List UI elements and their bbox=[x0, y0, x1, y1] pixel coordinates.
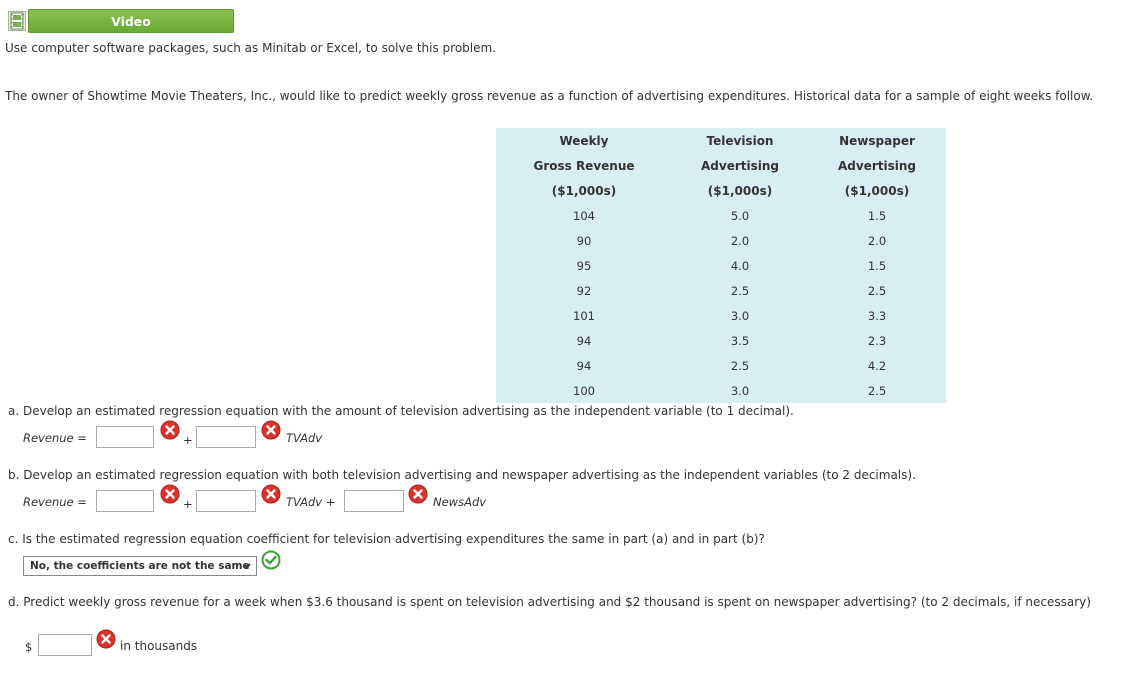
incorrect-icon bbox=[261, 484, 281, 504]
table-cell: 2.5 bbox=[730, 283, 750, 298]
table-cell: 95 bbox=[576, 258, 592, 273]
table-row bbox=[496, 278, 946, 303]
header-cell: Advertising bbox=[701, 158, 779, 173]
table-header-row bbox=[496, 153, 946, 178]
incorrect-icon bbox=[160, 420, 180, 440]
part-a-intercept-input[interactable] bbox=[96, 426, 154, 448]
table-cell: 92 bbox=[576, 283, 592, 298]
currency-symbol: $ bbox=[25, 640, 33, 654]
chevron-down-icon bbox=[242, 561, 252, 571]
table-cell: 2.0 bbox=[867, 233, 887, 248]
unit-label: in thousands bbox=[120, 639, 198, 653]
table-row bbox=[496, 303, 946, 328]
header-cell: Advertising bbox=[838, 158, 916, 173]
incorrect-icon bbox=[96, 629, 116, 649]
tvadv-label: TVAdv bbox=[286, 431, 323, 445]
table-cell: 3.0 bbox=[730, 308, 750, 323]
table-cell: 2.5 bbox=[730, 358, 750, 373]
incorrect-icon bbox=[160, 484, 180, 504]
coefficients-select[interactable] bbox=[23, 556, 257, 576]
table-cell: 94 bbox=[576, 358, 592, 373]
plus-sign: + bbox=[183, 497, 193, 511]
incorrect-icon bbox=[408, 484, 428, 504]
table-cell: 3.5 bbox=[730, 333, 750, 348]
table-header-row bbox=[496, 128, 946, 153]
part-a-revenue-label: Revenue = bbox=[23, 431, 87, 445]
part-d-revenue-input[interactable] bbox=[38, 634, 92, 656]
table-row bbox=[496, 353, 946, 378]
video-button[interactable]: Video bbox=[28, 9, 234, 33]
table-cell: 94 bbox=[576, 333, 592, 348]
part-d-question: d. Predict weekly gross revenue for a week when $3.6 thousand is spent on television advertising and $2 thousand is spent on newspaper advertising? (to 2 decimals, if necessary) bbox=[8, 595, 1091, 609]
table-cell: 4.2 bbox=[867, 358, 887, 373]
correct-icon bbox=[261, 550, 281, 570]
table-cell: 4.0 bbox=[730, 258, 750, 273]
table-cell: 104 bbox=[573, 208, 595, 223]
table-row bbox=[496, 378, 946, 403]
newsadv-label: NewsAdv bbox=[433, 495, 487, 509]
plus-sign: + bbox=[183, 433, 193, 447]
part-a-tvadv-input[interactable] bbox=[196, 426, 256, 448]
software-note: Use computer software packages, such as Minitab or Excel, to solve this problem. bbox=[5, 41, 496, 55]
film-icon bbox=[8, 11, 26, 31]
part-b-newsadv-input[interactable] bbox=[344, 490, 404, 512]
table-cell: 3.0 bbox=[730, 383, 750, 398]
table-cell: 90 bbox=[576, 233, 592, 248]
table-cell: 2.5 bbox=[867, 383, 887, 398]
table-cell: 1.5 bbox=[867, 258, 887, 273]
table-row bbox=[496, 328, 946, 353]
table-cell: 2.3 bbox=[867, 333, 887, 348]
tvadv-label: TVAdv + bbox=[286, 495, 336, 509]
header-cell: ($1,000s) bbox=[551, 183, 617, 198]
table-row bbox=[496, 228, 946, 253]
table-cell: 100 bbox=[573, 383, 595, 398]
part-a-question: a. Develop an estimated regression equation with the amount of television advertising as the independent variable (to 1 decimal). bbox=[8, 404, 794, 418]
header-cell: Weekly bbox=[559, 133, 609, 148]
table-row bbox=[496, 203, 946, 228]
part-b-revenue-label: Revenue = bbox=[23, 495, 87, 509]
part-b-tvadv-input[interactable] bbox=[196, 490, 256, 512]
table-cell: 2.0 bbox=[730, 233, 750, 248]
header-cell: Gross Revenue bbox=[533, 158, 635, 173]
incorrect-icon bbox=[261, 420, 281, 440]
table-header-row bbox=[496, 178, 946, 203]
table-row bbox=[496, 253, 946, 278]
header-cell: ($1,000s) bbox=[844, 183, 910, 198]
header-cell: Television bbox=[706, 133, 774, 148]
table-cell: 101 bbox=[573, 308, 595, 323]
table-cell: 2.5 bbox=[867, 283, 887, 298]
problem-text: The owner of Showtime Movie Theaters, Inc., would like to predict weekly gross revenue as a function of advertising expenditures. Historical data for a sample of eight weeks follow. bbox=[5, 89, 1094, 103]
header-cell: Newspaper bbox=[839, 133, 915, 148]
table-cell: 1.5 bbox=[867, 208, 887, 223]
part-b-intercept-input[interactable] bbox=[96, 490, 154, 512]
table-cell: 3.3 bbox=[867, 308, 887, 323]
part-c-question: c. Is the estimated regression equation coefficient for television advertising expenditures the same in part (a) and in part (b)? bbox=[8, 532, 765, 546]
selected-option: No, the coefficients are not the same bbox=[30, 560, 250, 572]
data-table bbox=[496, 128, 946, 403]
table-cell: 5.0 bbox=[730, 208, 750, 223]
part-b-question: b. Develop an estimated regression equation with both television advertising and newspaper advertising as the independent variables (to 2 decimals). bbox=[8, 468, 916, 482]
header-cell: ($1,000s) bbox=[707, 183, 773, 198]
